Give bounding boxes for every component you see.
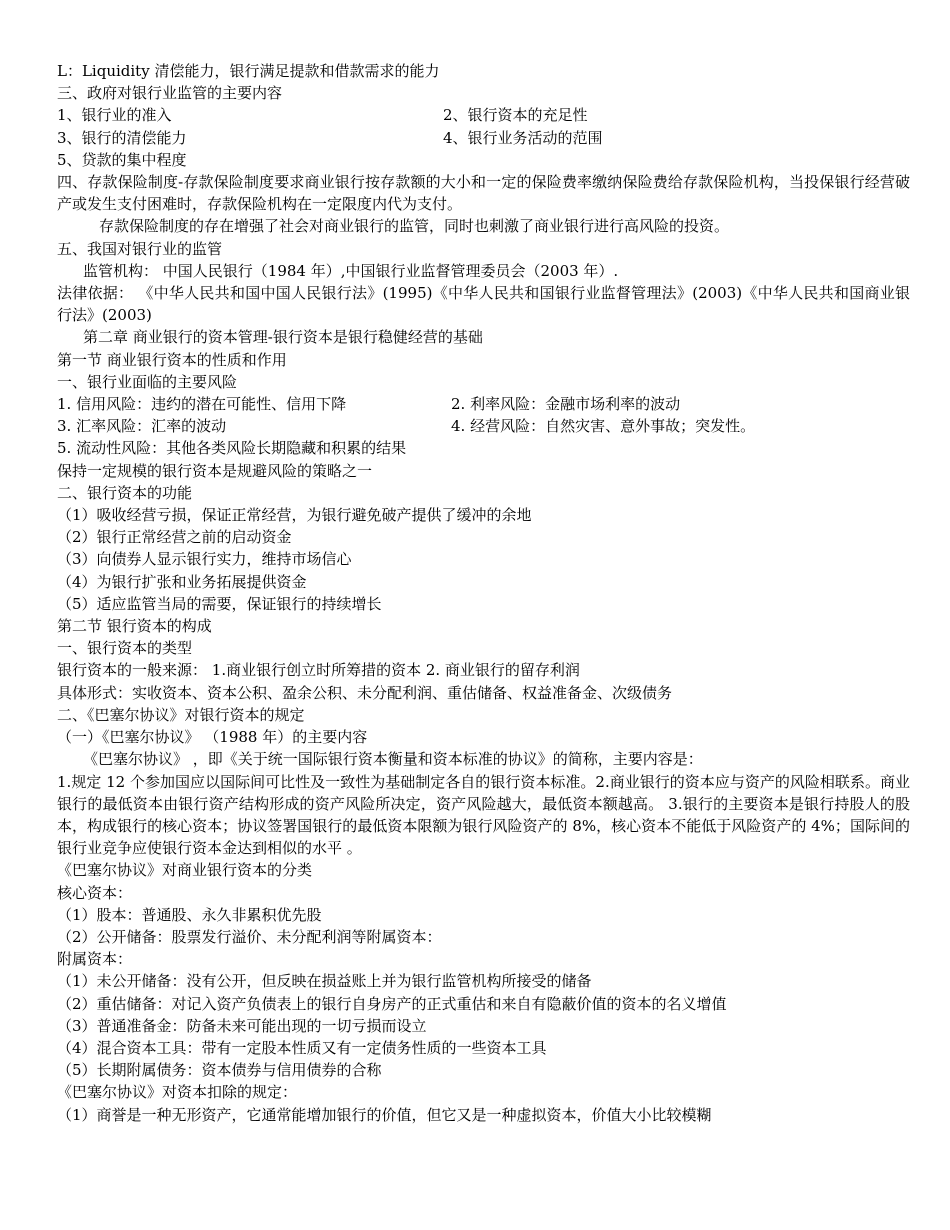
list-item: （2）公开储备：股票发行溢价、未分配利润等附属资本： [57,927,442,946]
section-title: 第二节 银行资本的构成 [57,617,212,636]
list-item: 2. 利率风险：金融市场利率的波动 [451,395,681,414]
list-item: （1）未公开储备：没有公开，但反映在损益账上并为银行监管机构所接受的储备 [57,972,592,991]
section-heading: 二、银行资本的功能 [57,483,193,502]
two-column-row [57,104,910,126]
subsection-heading: 《巴塞尔协议》对资本扣除的规定： [57,1083,298,1102]
list-item: （4）混合资本工具：带有一定股本性质又有一定债务性质的一些资本工具 [57,1038,547,1057]
text-line: 具体形式：实收资本、资本公积、盈余公积、未分配利润、重估储备、权益准备金、次级债务 [57,683,673,702]
list-item: （5）适应监管当局的需要，保证银行的持续增长 [57,594,382,613]
section-heading: 二、《巴塞尔协议》对银行资本的规定 [57,705,305,724]
text-line: 附属资本： [57,950,133,969]
list-item: 3. 汇率风险：汇率的波动 [57,417,227,436]
list-item: 4. 经营风险：自然灾害、意外事故；突发性。 [451,417,756,436]
list-item: 1. 信用风险：违约的潜在可能性、信用下降 [57,395,347,414]
section-heading: 三、政府对银行业监管的主要内容 [57,84,283,103]
paragraph-basel-content: 1.规定 12 个参加国应以国际间可比性及一致性为基础制定各自的银行资本标准。2.商业银行的资本应与资产的风险相联系。商业银行的最低资本由银行资产结构形成的资产风险所决定，资产风险越大，最低资本额越高。 3.银行的主要资本是银行持股人的股本，构成银行的核心资本；协议签署国银行的最低资本限额为银行风险资产的 8%，核心资本不能低于风险资产的 4%；国际间的银行业竞争应使银行资本金达到相似的水平 。 [57,772,910,858]
list-item: （1）商誉是一种无形资产，它通常能增加银行的价值，但它又是一种虚拟资本，价值大小比较模糊 [57,1105,712,1124]
list-item: （3）向债券人显示银行实力，维持市场信心 [57,550,352,569]
list-item: （5）长期附属债务：资本债券与信用债券的合称 [57,1061,382,1080]
list-item: （1）吸收经营亏损，保证正常经营，为银行避免破产提供了缓冲的余地 [57,506,532,525]
list-item: 2、银行资本的充足性 [443,106,588,125]
text-line: 银行资本的一般来源： 1.商业银行创立时所筹措的资本 2. 商业银行的留存利润 [57,661,580,680]
list-item: 4、银行业务活动的范围 [443,128,603,147]
list-item: （3）普通准备金：防备未来可能出现的一切亏损而设立 [57,1016,427,1035]
section-heading: 一、银行资本的类型 [57,639,193,658]
subsection-heading: （一）《巴塞尔协议》 （1988 年）的主要内容 [57,728,368,747]
section-heading: 一、银行业面临的主要风险 [57,372,238,391]
list-item: （1）股本：普通股、永久非累积优先股 [57,905,322,924]
text-line: 核心资本： [57,883,133,902]
list-item: （4）为银行扩张和业务拓展提供资金 [57,572,307,591]
chapter-title: 第二章 商业银行的资本管理-银行资本是银行稳健经营的基础 [83,328,483,347]
paragraph-deposit-insurance: 四、存款保险制度-存款保险制度要求商业银行按存款额的大小和一定的保险费率缴纳保险费给存款保险机构，当投保银行经营破产或发生支付困难时，存款保险机构在一定限度内代为支付。 [57,173,910,214]
list-item: 3、银行的清偿能力 [57,128,187,147]
text-line: 保持一定规模的银行资本是规避风险的策略之一 [57,461,373,480]
two-column-row [57,415,910,437]
section-title: 第一节 商业银行资本的性质和作用 [57,350,287,369]
two-column-row [57,127,910,149]
paragraph: 存款保险制度的存在增强了社会对商业银行的监管，同时也刺激了商业银行进行高风险的投资。 [99,217,730,236]
section-heading: 五、我国对银行业的监管 [57,239,223,258]
text-line: 监管机构： 中国人民银行（1984 年）,中国银行业监督管理委员会（2003 年）. [83,261,619,280]
list-item: 5. 流动性风险：其他各类风险长期隐藏和积累的结果 [57,439,407,458]
text-line: L：Liquidity 清偿能力，银行满足提款和借款需求的能力 [57,62,440,80]
subsection-heading: 《巴塞尔协议》对商业银行资本的分类 [57,861,313,880]
two-column-row [57,393,910,415]
list-item: 5、贷款的集中程度 [57,150,187,169]
text-line: 《巴塞尔协议》 ，即《关于统一国际银行资本衡量和资本标准的协议》的简称，主要内容是： [83,750,703,769]
list-item: （2）银行正常经营之前的启动资金 [57,528,292,547]
paragraph-legal-basis: 法律依据： 《中华人民共和国中国人民银行法》(1995)《中华人民共和国银行业监督管理法》(2003)《中华人民共和国商业银行法》(2003) [57,284,910,325]
list-item: （2）重估储备：对记入资产负债表上的银行自身房产的正式重估和来自有隐蔽价值的资本的名义增值 [57,994,727,1013]
list-item: 1、银行业的准入 [57,106,172,125]
